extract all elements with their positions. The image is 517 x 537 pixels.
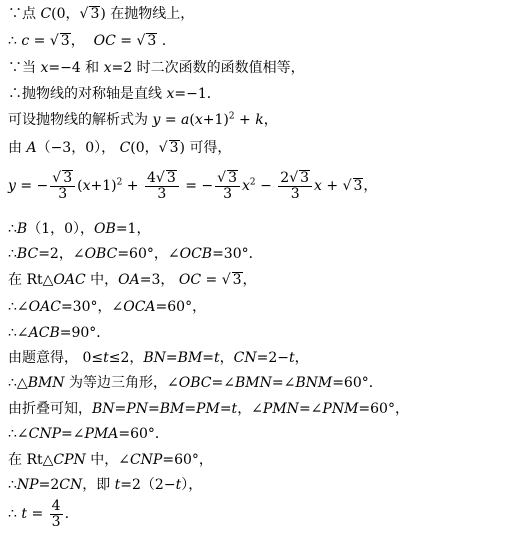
solution-line-18: ∴NP=2CN，即 t=2（2−t）， — [8, 477, 203, 493]
solution-line-17: 在 Rt△CPN 中，∠CNP=60°， — [8, 452, 213, 468]
solution-line-10: 在 Rt△OAC 中，OA=3， OC = √ 3， — [8, 272, 257, 288]
solution-line-1: ∵点 C(0，√ 3) 在抛物线上， — [8, 6, 195, 22]
solution-line-14: ∴△BMN 为等边三角形，∠OBC=∠BMN=∠BNM=60°． — [8, 375, 383, 391]
solution-line-19: ∴ t = $\frac{4}{3}$ . — [8, 497, 70, 530]
solution-line-12: ∴∠ACB=90°． — [8, 325, 111, 341]
solution-line-8: ∴B（1，0），OB=1， — [8, 221, 151, 237]
solution-line-3: ∵当 x=−4 和 x=2 时二次函数的函数值相等， — [8, 60, 305, 76]
solution-line-11: ∴∠OAC=30°，∠OCA=60°， — [8, 299, 207, 315]
solution-line-2: ∴ c = √ 3， OC = √ 3 . — [8, 33, 167, 49]
solution-line-16: ∴∠CNP=∠PMA=60°． — [8, 426, 169, 442]
solution-line-5: 可设抛物线的解析式为 $y = a(x+1)^2 + k$， — [8, 111, 278, 128]
solution-line-7: y = − $\frac{√ 3}{3}$ $(x+1)^2$ + $\frac{4√ 3}{3}$ = − $\frac{√ 3}{3}$ $x^2$ − $\frac{2√ 3}{3}$ x + √ 3， — [8, 170, 378, 202]
solution-line-9: ∴BC=2，∠OBC=60°，∠OCB=30°． — [8, 246, 263, 262]
solution-line-4: ∴抛物线的对称轴是直线 x=−1． — [8, 86, 221, 102]
solution-line-13: 由题意得， 0≤t≤2，BN=BM=t，CN=2−t， — [8, 350, 309, 366]
solution-line-15: 由折叠可知，BN=PN=BM=PM=t，∠PMN=∠PNM=60°， — [8, 401, 409, 417]
solution-line-6: 由 A（−3，0）， C(0，√ 3) 可得， — [8, 140, 232, 156]
